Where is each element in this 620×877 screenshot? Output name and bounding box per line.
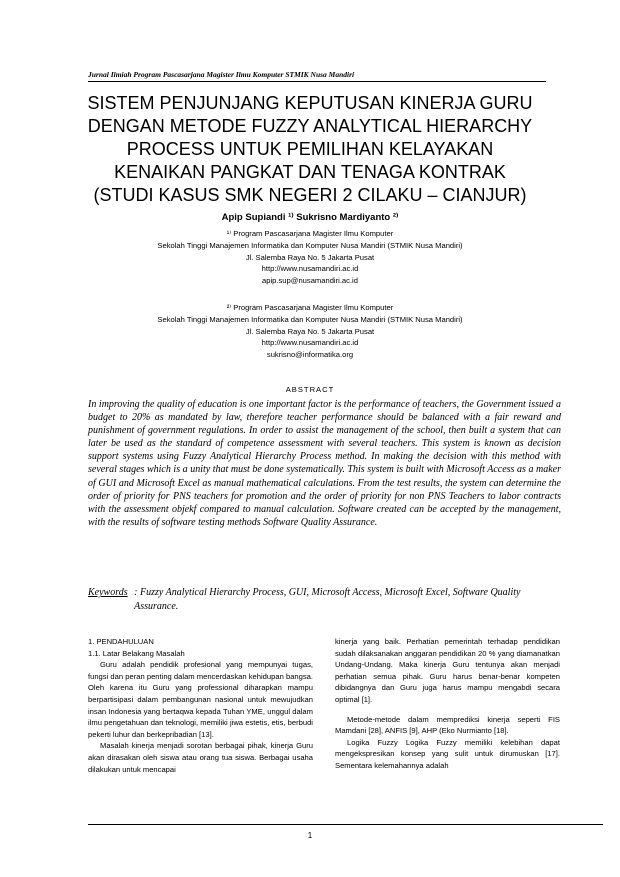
section-heading: 1. PENDAHULUAN	[88, 637, 154, 646]
authors: Apip Supiandi ¹⁾ Sukrisno Mardiyanto ²⁾	[221, 212, 399, 223]
right-column	[335, 636, 560, 772]
left-column	[88, 636, 313, 775]
title-line: SISTEM PENJUNJANG KEPUTUSAN KINERJA GURU	[87, 93, 533, 113]
title-line: DENGAN METODE FUZZY ANALYTICAL HIERARCHY	[87, 116, 533, 136]
affiliation-institution: Sekolah Tinggi Manajemen Informatika dan Komputer Nusa Mandiri (STMIK Nusa Mandiri)	[157, 240, 463, 250]
keywords-list: : Fuzzy Analytical Hierarchy Process, GUI, Microsoft Access, Microsoft Excel, Software Quality Assurance.	[134, 587, 521, 612]
affiliation-institution: Sekolah Tinggi Manajemen Informatika dan Komputer Nusa Mandiri (STMIK Nusa Mandiri)	[157, 314, 463, 324]
keywords-label: Keywords	[88, 587, 128, 598]
affiliation-address: Jl. Salemba Raya No. 5 Jakarta Pusat	[245, 252, 375, 262]
body-paragraph: Masalah kinerja menjadi sorotan berbagai pihak, kinerja Guru akan dirasakan oleh siswa atau orang tua siswa. Berbagai usaha dilakukan untuk mencapai	[88, 741, 313, 774]
body-paragraph: Logika Fuzzy Logika Fuzzy memiliki kelebihan dapat mengekspresikan konsep yang sulit untuk dirumuskan [17]. Sementara kelemahannya adalah	[335, 737, 560, 770]
page-number: 1	[307, 831, 313, 840]
affiliation-website: http://www.nusamandiri.ac.id	[261, 264, 359, 274]
body-paragraph: Metode-metode dalam memprediksi kinerja seperti FIS Mamdani [28], ANFIS [9], AHP (Eko Nurmianto [18].	[335, 714, 560, 736]
title-line: (STUDI KASUS SMK NEGERI 2 CILAKU – CIANJUR)	[93, 185, 527, 205]
paragraph-gap	[335, 706, 560, 714]
subsection-heading: 1.1. Latar Belakang Masalah	[88, 648, 185, 658]
affiliation-website: http://www.nusamandiri.ac.id	[261, 338, 359, 348]
journal-header: Jurnal Ilmiah Program Pascasarjana Magister Ilmu Komputer STMIK Nusa Mandiri	[88, 70, 355, 79]
affiliation-1	[60, 228, 560, 287]
affiliation-2	[60, 302, 560, 361]
paper-title	[40, 92, 580, 207]
body-paragraph: Guru adalah pendidik profesional yang mempunyai tugas, fungsi dan peran penting dalam mencerdaskan kehidupan bangsa. Oleh karena itu Guru yang professional diharapkan mampu berpartisipasi dalam pembangunan nasional untuk mewujudkan insan Indonesia yang bertaqwa kepada Tuhan YME, unggul dalam ilmu pengetahuan dan teknologi, memiliki jiwa estetis, etis, berbudi pekerti luhur dan berkepribadian [13].	[88, 660, 313, 739]
title-line: PROCESS UNTUK PEMILIHAN KELAYAKAN	[126, 139, 494, 159]
title-line: KENAIKAN PANGKAT DAN TENAGA KONTRAK	[114, 162, 506, 182]
affiliation-email: sukrisno@informatika.org	[266, 350, 354, 360]
keywords	[88, 586, 561, 614]
affiliation-program: ²⁾ Program Pascasarjana Magister Ilmu Komputer	[226, 303, 394, 312]
affiliation-program: ¹⁾ Program Pascasarjana Magister Ilmu Komputer	[226, 229, 394, 238]
abstract-text: In improving the quality of education is one important factor is the performance of teachers, the Government issued a budget to 20% as mandated by law, therefore teacher performance should be balanced with a fair reward and punishment of government regulations. In order to assist the management of the school, then built a system that can later be used as the standard of competence assessment with several teachers. This system is known as decision support systems using Fuzzy Analytical Hierarchy Process method. In making the decision with this method with several stages which is a unity that must be done systematically. This system is built with Microsoft Access as a maker of GUI and Microsoft Excel as manual mathematical calculations. From the test results, the system can determine the order of priority for PNS teachers for promotion and the order of priority for non PNS Teachers to labor contracts with the assessment objekf compared to manual calculation. Software created can be accepted by the management, with the results of software testing methods Software Quality Assurance.	[88, 399, 561, 528]
affiliation-email: apip.sup@nusamandiri.ac.id	[262, 276, 358, 286]
header-rule	[88, 81, 546, 82]
body-paragraph: kinerja yang baik. Perhatian pemerintah terhadap pendidikan sudah dilaksanakan anggaran pendidikan 20 % yang diamanatkan Undang-Undang. Maka kinerja Guru tentunya akan menjadi perhatian semua pihak. Guru harus benar-benar kompeten dibidangnya dan Guru juga harus mampu mengabdi secara optimal [1].	[335, 637, 560, 704]
abstract-title: ABSTRACT	[285, 385, 335, 394]
affiliation-address: Jl. Salemba Raya No. 5 Jakarta Pusat	[245, 326, 375, 336]
footer-rule	[88, 824, 603, 825]
